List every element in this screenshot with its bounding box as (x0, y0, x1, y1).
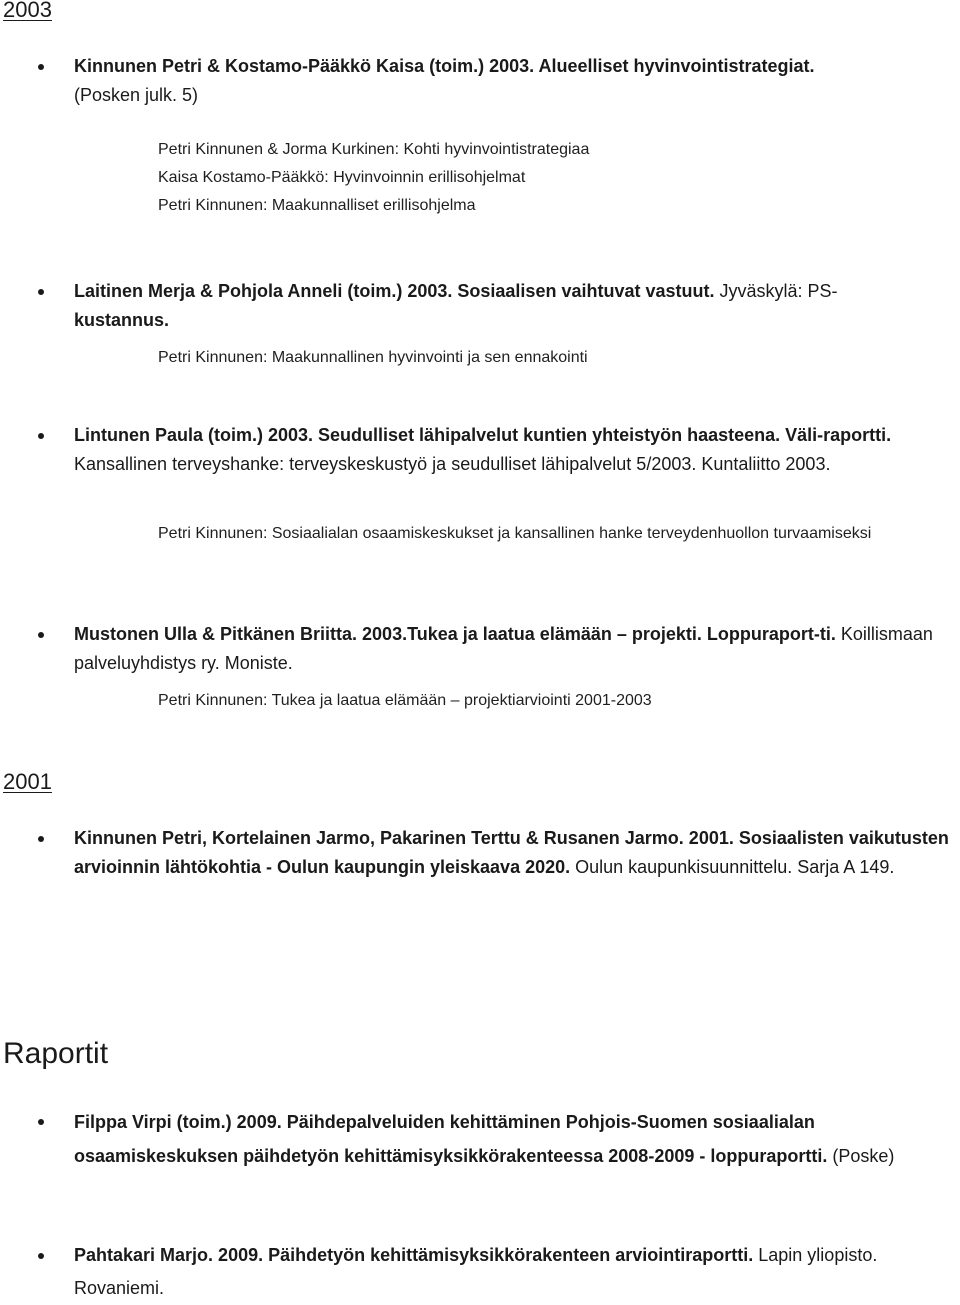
citation-bold-text: Lintunen Paula (toim.) 2003. Seudulliset lähipalvelut kuntien yhteistyön haasteena. Väli-raportti. (74, 425, 892, 445)
citation-text: Lapin yliopisto. Rovaniemi. (74, 1245, 878, 1298)
citation-bold-text: Filppa Virpi (toim.) 2009. Päihdepalveluiden kehittäminen Pohjois-Suomen sosiaalialan osaamiskeskuksen päihdetyön kehittämisyksikkörakenteessa 2008-2009 - loppuraportti. (74, 1112, 828, 1166)
bullet-icon (38, 64, 44, 70)
citation-text: Oulun kaupunkisuunnittelu. Sarja A 149. (570, 857, 895, 877)
chapter-note: Petri Kinnunen: Maakunnallinen hyvinvointi ja sen ennakointi (158, 349, 588, 366)
reference-citation (74, 824, 950, 882)
bullet-icon (38, 836, 44, 842)
citation-text: Jyväskylä: PS- (714, 281, 838, 301)
citation-bold-text: Pahtakari Marjo. 2009. Päihdetyön kehittämisyksikkörakenteen arviointiraportti. (74, 1245, 754, 1265)
citation-text: (Poske) (827, 1146, 895, 1166)
chapter-note: Kaisa Kostamo-Pääkkö: Hyvinvoinnin erillisohjelmat (158, 169, 526, 186)
bullet-icon (38, 632, 44, 638)
reference-citation (74, 1105, 950, 1173)
reference-citation (74, 277, 950, 335)
citation-bold-text: Mustonen Ulla & Pitkänen Briitta. 2003.Tukea ja laatua elämään – projekti. Loppuraport-ti. (74, 624, 836, 644)
bullet-icon (38, 433, 44, 439)
citation-text: Koillismaan palveluyhdistys ry. Moniste. (74, 624, 933, 673)
year-heading-2003: 2003 (3, 0, 52, 22)
chapter-note: Petri Kinnunen: Tukea ja laatua elämään – projektiarviointi 2001-2003 (158, 692, 652, 709)
bullet-icon (38, 1253, 44, 1259)
reference-citation (74, 52, 950, 110)
citation-bold-text: Kinnunen Petri & Kostamo-Pääkkö Kaisa (toim.) 2003. Alueelliset hyvinvointistrategiat. (74, 56, 815, 76)
chapter-note: Petri Kinnunen: Maakunnalliset erillisohjelma (158, 197, 476, 214)
citation-bold-text: Kinnunen Petri, Kortelainen Jarmo, Pakarinen Terttu & Rusanen Jarmo. 2001. Sosiaalisten vaikutusten arvioinnin lähtökohtia - Oulun kaupungin yleiskaava 2020. (74, 828, 949, 877)
reference-citation (74, 1239, 950, 1305)
citation-bold-text: kustannus. (74, 310, 170, 330)
citation-text: Kansallinen terveyshanke: terveyskeskustyö ja seudulliset lähipalvelut 5/2003. Kuntaliitto 2003. (74, 454, 831, 474)
reference-citation (74, 421, 950, 479)
bullet-icon (38, 1119, 44, 1125)
citation-text: (Posken julk. 5) (74, 85, 199, 105)
chapter-note: Petri Kinnunen & Jorma Kurkinen: Kohti hyvinvointistrategiaa (158, 141, 590, 158)
chapter-note: Petri Kinnunen: Sosiaalialan osaamiskeskukset ja kansallinen hanke terveydenhuollon turvaamiseksi (158, 525, 872, 542)
reference-citation (74, 620, 950, 678)
citation-bold-text: Laitinen Merja & Pohjola Anneli (toim.) 2003. Sosiaalisen vaihtuvat vastuut. (74, 281, 715, 301)
bullet-icon (38, 289, 44, 295)
year-heading-2001: 2001 (3, 769, 52, 794)
section-title-raportit: Raportit (3, 1037, 109, 1070)
